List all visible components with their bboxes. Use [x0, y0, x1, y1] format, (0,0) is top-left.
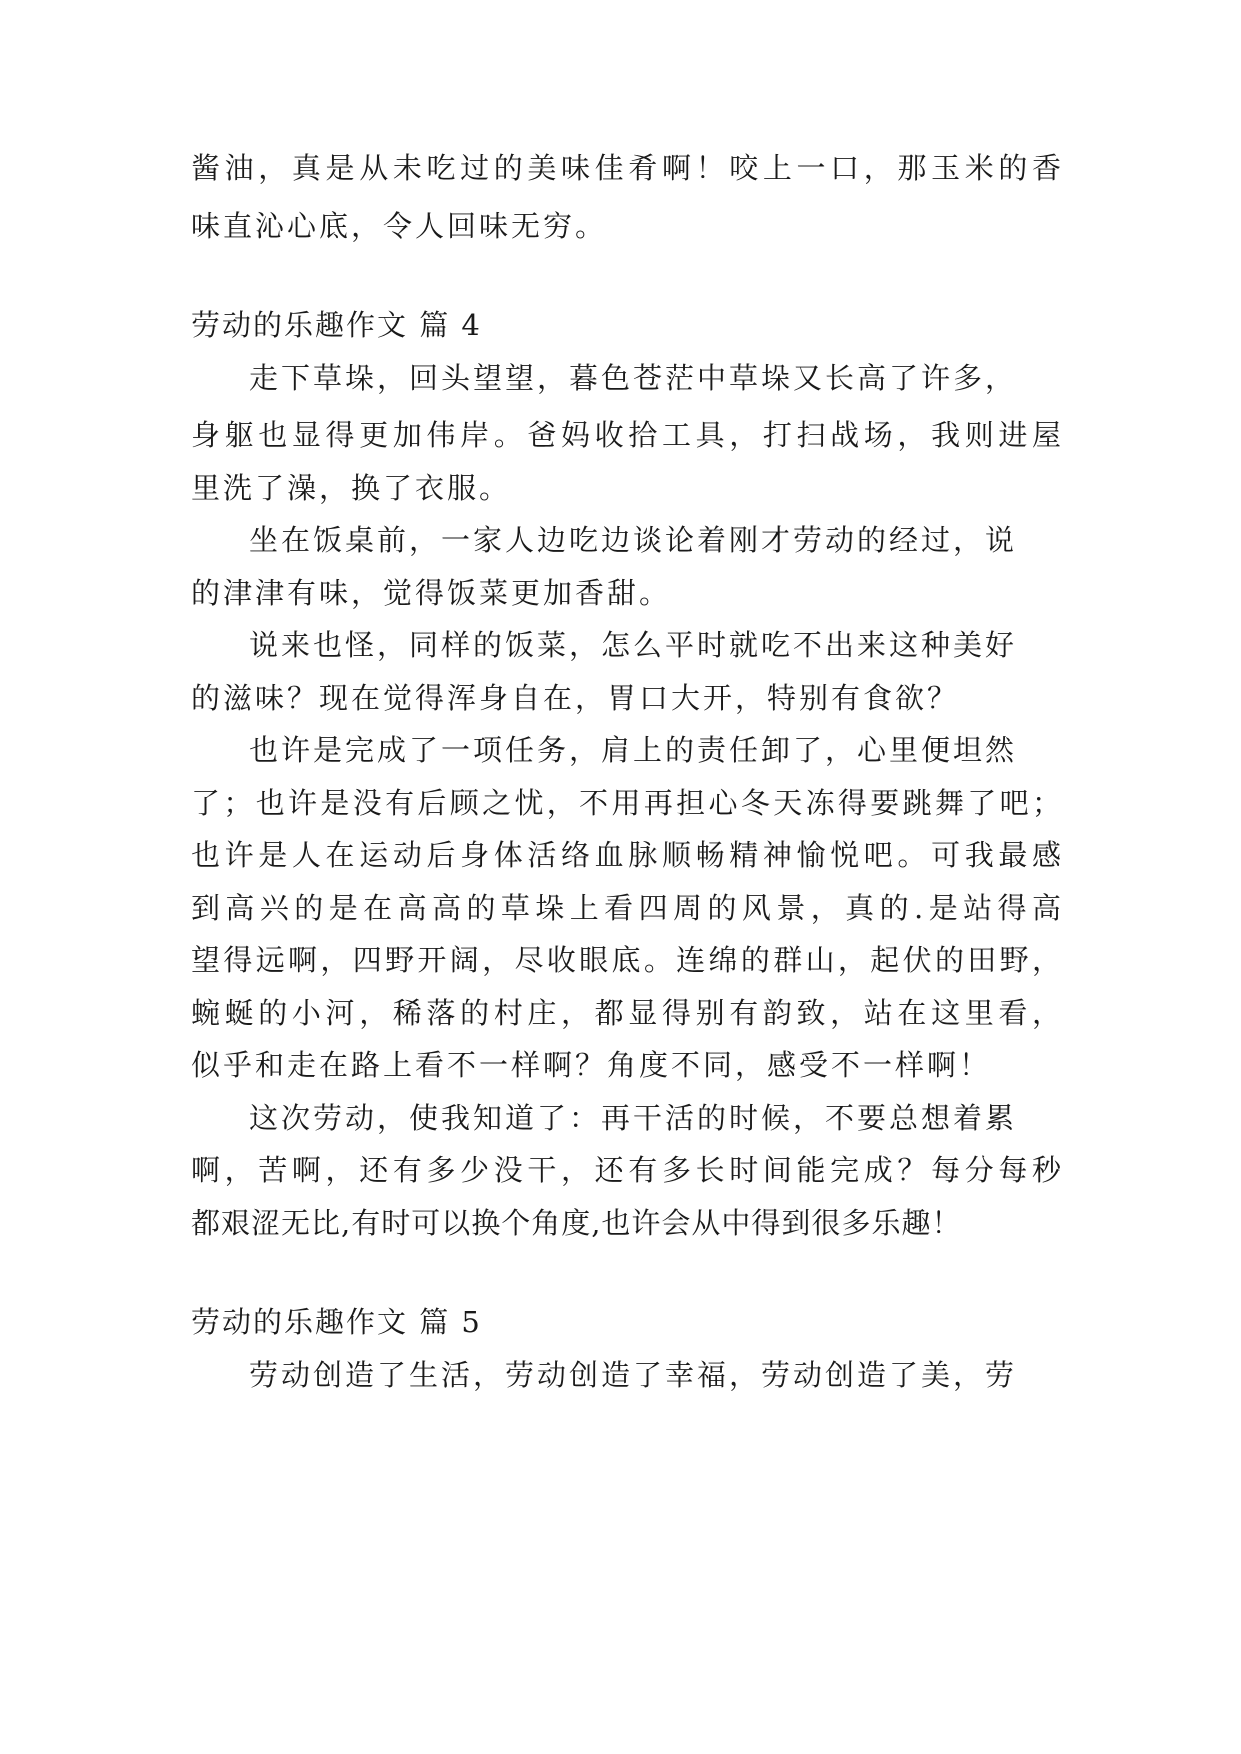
text-line: 望得远啊，四野开阔，尽收眼底。连绵的群山，起伏的田野，: [191, 943, 1061, 977]
paragraph-first-line: 坐在饭桌前，一家人边吃边谈论着刚才劳动的经过，说: [249, 523, 1018, 557]
section-heading: 劳动的乐趣作文 篇 5: [191, 1305, 482, 1339]
text-line: 都艰涩无比,有时可以换个角度,也许会从中得到很多乐趣！: [191, 1206, 962, 1240]
text-line: 蜿蜒的小河，稀落的村庄，都显得别有韵致，站在这里看，: [191, 996, 1061, 1030]
text-line: 里洗了澡，换了衣服。: [191, 471, 512, 505]
text-line: 的滋味？现在觉得浑身自在，胃口大开，特别有食欲？: [191, 681, 960, 715]
text-line: 的津津有味，觉得饭菜更加香甜。: [191, 576, 672, 610]
paragraph-first-line: 也许是完成了一项任务，肩上的责任卸了，心里便坦然: [249, 733, 1018, 767]
text-line: 到高兴的是在高高的草垛上看四周的风景，真的.是站得高: [191, 891, 1061, 925]
paragraph-first-line: 劳动创造了生活，劳动创造了幸福，劳动创造了美，劳: [249, 1358, 1018, 1392]
paragraph-first-line: 这次劳动，使我知道了：再干活的时候，不要总想着累: [249, 1101, 1018, 1135]
text-line: 味直沁心底，令人回味无穷。: [191, 209, 608, 243]
text-line: 了；也许是没有后顾之忧，不用再担心冬天冻得要跳舞了吧；: [191, 786, 1061, 820]
section-heading: 劳动的乐趣作文 篇 4: [191, 308, 482, 342]
paragraph-first-line: 说来也怪，同样的饭菜，怎么平时就吃不出来这种美好: [249, 628, 1018, 662]
text-line: 酱油，真是从未吃过的美味佳肴啊！咬上一口，那玉米的香: [191, 151, 1061, 185]
text-line: 啊，苦啊，还有多少没干，还有多长时间能完成？每分每秒: [191, 1153, 1061, 1187]
text-line: 也许是人在运动后身体活络血脉顺畅精神愉悦吧。可我最感: [191, 838, 1061, 872]
paragraph-first-line: 走下草垛，回头望望，暮色苍茫中草垛又长高了许多，: [249, 361, 1018, 395]
document-page: [191, 0, 1061, 1754]
text-line: 似乎和走在路上看不一样啊？角度不同，感受不一样啊！: [191, 1048, 992, 1082]
text-line: 身躯也显得更加伟岸。爸妈收拾工具，打扫战场，我则进屋: [191, 418, 1061, 452]
